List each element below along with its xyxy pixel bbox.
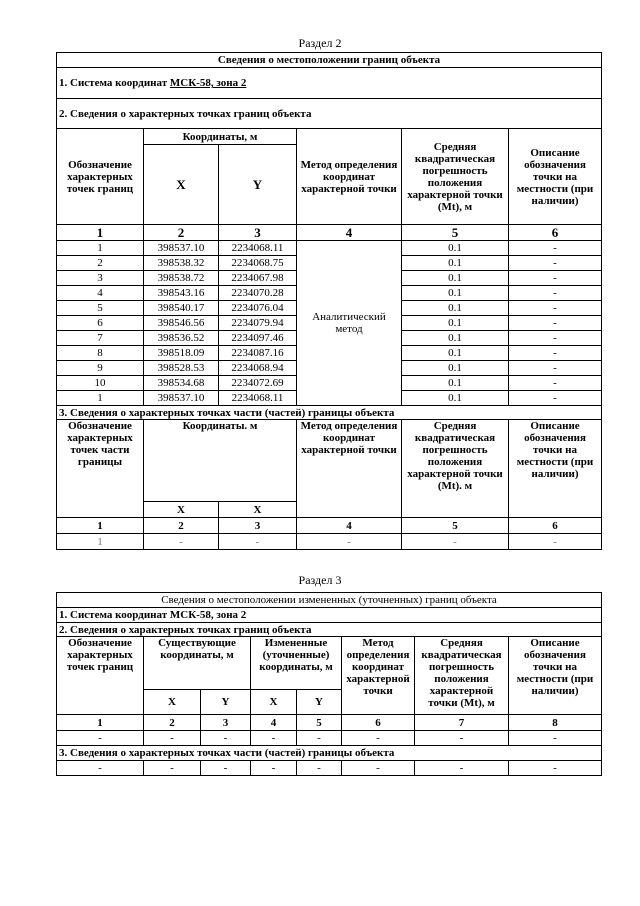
s3-cell: -: [342, 731, 415, 746]
parts-header-y: X: [219, 502, 297, 518]
s3-header-y: Y: [201, 690, 251, 715]
point-number: 7: [57, 331, 144, 346]
point-y: 2234068.11: [219, 391, 297, 406]
coordinate-system: 1. Система координат МСК-58, зона 2: [57, 68, 602, 99]
point-description: -: [509, 256, 602, 271]
table-row: [57, 731, 602, 746]
point-number: 3: [57, 271, 144, 286]
s3-header-y2: Y: [297, 690, 342, 715]
s3-cell: -: [509, 731, 602, 746]
parts-header-coords: Координаты. м: [144, 420, 297, 502]
table-row: [57, 761, 602, 776]
col-number: 3: [219, 225, 297, 241]
header-y: Y: [219, 145, 297, 225]
point-description: -: [509, 241, 602, 256]
point-description: -: [509, 316, 602, 331]
header-coords: Координаты, м: [144, 129, 297, 145]
parts-cell: -: [144, 534, 219, 550]
parts-cell: -: [297, 534, 402, 550]
parts-header-designation: Обозначение характерных точек части границы: [57, 420, 144, 518]
point-error: 0.1: [402, 301, 509, 316]
s3-parts-cell: -: [57, 761, 144, 776]
point-description: -: [509, 391, 602, 406]
col-number: 1: [57, 518, 144, 534]
point-number: 1: [57, 391, 144, 406]
coordinate-system-value: МСК-58, зона 2: [169, 77, 247, 89]
point-error: 0.1: [402, 376, 509, 391]
col-number: 2: [144, 225, 219, 241]
point-y: 2234076.04: [219, 301, 297, 316]
point-error: 0.1: [402, 361, 509, 376]
header-description: Описание обозначения точки на местности (при наличии): [509, 129, 602, 225]
point-number: 10: [57, 376, 144, 391]
s3-parts-cell: -: [342, 761, 415, 776]
point-y: 2234068.94: [219, 361, 297, 376]
point-description: -: [509, 301, 602, 316]
point-description: -: [509, 361, 602, 376]
point-number: 9: [57, 361, 144, 376]
section3-parts-title: 3. Сведения о характерных точках части (частей) границы объекта: [57, 746, 602, 761]
col-number: 6: [509, 225, 602, 241]
point-error: 0.1: [402, 391, 509, 406]
col-number: 3: [201, 715, 251, 731]
point-number: 8: [57, 346, 144, 361]
col-number: 5: [297, 715, 342, 731]
section3-heading: Раздел 3: [298, 573, 342, 587]
point-x: 398540.17: [144, 301, 219, 316]
point-y: 2234068.75: [219, 256, 297, 271]
parts-cell: 1: [57, 534, 144, 550]
point-x: 398536.52: [144, 331, 219, 346]
point-description: -: [509, 376, 602, 391]
point-x: 398537.10: [144, 241, 219, 256]
point-error: 0.1: [402, 316, 509, 331]
point-x: 398518.09: [144, 346, 219, 361]
point-number: 6: [57, 316, 144, 331]
header-method: Метод определения координат характерной точки: [297, 129, 402, 225]
s3-cell: -: [415, 731, 509, 746]
s3-cell: -: [297, 731, 342, 746]
point-number: 4: [57, 286, 144, 301]
parts-header-method: Метод определения координат характерной точки: [297, 420, 402, 518]
point-y: 2234072.69: [219, 376, 297, 391]
s3-header-x: X: [144, 690, 201, 715]
parts-section-title: 3. Сведения о характерных точках части (частей) границы объекта: [57, 406, 602, 420]
s3-header-designation: Обозначение характерных точек границ: [57, 637, 144, 715]
col-number: 3: [219, 518, 297, 534]
col-number: 5: [402, 518, 509, 534]
section2-heading: Раздел 2: [298, 36, 342, 50]
point-x: 398546.56: [144, 316, 219, 331]
s3-parts-cell: -: [251, 761, 297, 776]
point-y: 2234097.46: [219, 331, 297, 346]
point-x: 398538.72: [144, 271, 219, 286]
point-y: 2234070.28: [219, 286, 297, 301]
point-description: -: [509, 331, 602, 346]
s3-parts-cell: -: [415, 761, 509, 776]
s3-header-error: Средняя квадратическая погрешность положения характерной точки (Mt), м: [415, 637, 509, 715]
parts-header-description: Описание обозначения точки на местности (при наличии): [509, 420, 602, 518]
parts-cell: -: [219, 534, 297, 550]
point-description: -: [509, 286, 602, 301]
point-number: 2: [57, 256, 144, 271]
col-number: 6: [509, 518, 602, 534]
s3-parts-cell: -: [144, 761, 201, 776]
point-y: 2234067.98: [219, 271, 297, 286]
parts-cell: -: [509, 534, 602, 550]
parts-header-error: Средняя квадратическая погрешность положения характерной точки (Mt). м: [402, 420, 509, 518]
point-x: 398528.53: [144, 361, 219, 376]
s3-parts-cell: -: [297, 761, 342, 776]
header-designation: Обозначение характерных точек границ: [57, 129, 144, 225]
s3-header-changed: Измененные (уточненные) координаты, м: [251, 637, 342, 690]
point-x: 398543.16: [144, 286, 219, 301]
point-x: 398538.32: [144, 256, 219, 271]
section2-title: Сведения о местоположении границ объекта: [57, 53, 602, 68]
s3-cell: -: [201, 731, 251, 746]
s3-header-existing: Существующие координаты, м: [144, 637, 251, 690]
point-error: 0.1: [402, 271, 509, 286]
point-number: 1: [57, 241, 144, 256]
point-description: -: [509, 346, 602, 361]
col-number: 2: [144, 518, 219, 534]
col-number: 1: [57, 225, 144, 241]
s3-header-x2: X: [251, 690, 297, 715]
header-x: X: [144, 145, 219, 225]
col-number: 4: [297, 518, 402, 534]
col-number: 8: [509, 715, 602, 731]
header-error: Средняя квадратическая погрешность положения характерной точки (Mt), м: [402, 129, 509, 225]
parts-cell: -: [402, 534, 509, 550]
point-y: 2234068.11: [219, 241, 297, 256]
table-row: [57, 534, 602, 550]
parts-header-x: X: [144, 502, 219, 518]
s3-header-description: Описание обозначения точки на местности (при наличии): [509, 637, 602, 715]
point-description: -: [509, 271, 602, 286]
point-y: 2234087.16: [219, 346, 297, 361]
col-number: 5: [402, 225, 509, 241]
col-number: 1: [57, 715, 144, 731]
section3-title: Сведения о местоположении измененных (уточненных) границ объекта: [57, 593, 602, 608]
point-error: 0.1: [402, 286, 509, 301]
s3-header-method: Метод определения координат характерной точки: [342, 637, 415, 715]
point-y: 2234079.94: [219, 316, 297, 331]
col-number: 4: [297, 225, 402, 241]
col-number: 4: [251, 715, 297, 731]
section3-coordinate-system: 1. Система координат МСК-58, зона 2: [57, 608, 602, 623]
points-section-title: 2. Сведения о характерных точках границ объекта: [57, 99, 602, 129]
point-x: 398537.10: [144, 391, 219, 406]
col-number: 2: [144, 715, 201, 731]
col-number: 6: [342, 715, 415, 731]
point-error: 0.1: [402, 331, 509, 346]
s3-cell: -: [251, 731, 297, 746]
s3-parts-cell: -: [509, 761, 602, 776]
s3-cell: -: [144, 731, 201, 746]
s3-cell: -: [57, 731, 144, 746]
method-value: Аналитический метод: [297, 241, 402, 406]
point-number: 5: [57, 301, 144, 316]
section3-table: [56, 592, 602, 776]
point-error: 0.1: [402, 241, 509, 256]
section2-table: [56, 52, 602, 550]
s3-parts-cell: -: [201, 761, 251, 776]
point-error: 0.1: [402, 346, 509, 361]
col-number: 7: [415, 715, 509, 731]
table-row: [57, 241, 602, 256]
point-x: 398534.68: [144, 376, 219, 391]
section3-points-title: 2. Сведения о характерных точках границ объекта: [57, 623, 602, 637]
point-error: 0.1: [402, 256, 509, 271]
